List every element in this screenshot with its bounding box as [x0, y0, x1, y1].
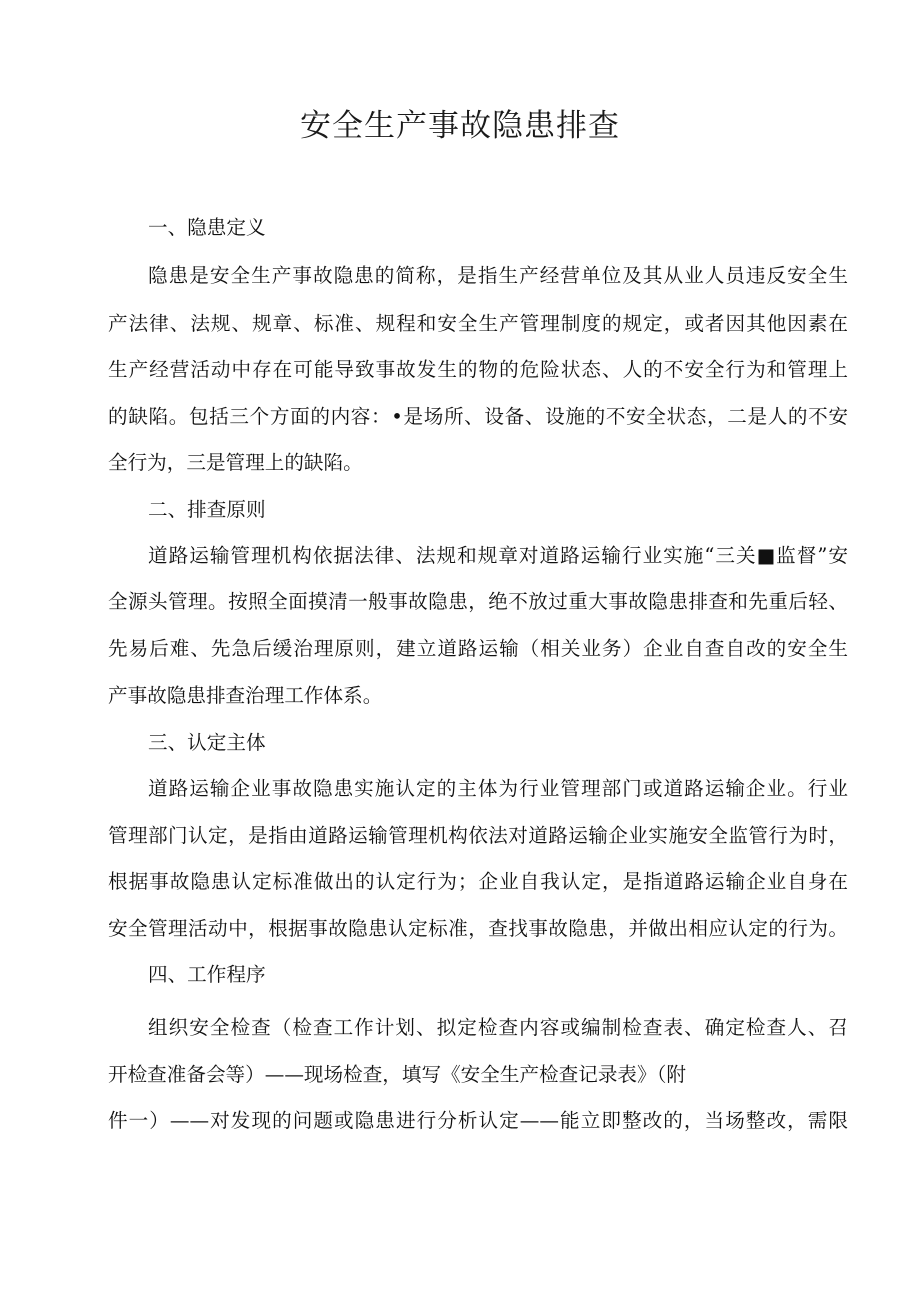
section-heading-2: 二、排查原则 [148, 498, 266, 521]
section-heading-4: 四、工作程序 [148, 963, 266, 986]
paragraph-line: 产法律、法规、规章、标准、规程和安全生产管理制度的规定，或者因其他因素在 [108, 312, 848, 335]
paragraph-line: 产事故隐患排查治理工作体系。 [108, 684, 383, 707]
paragraph-line: 道路运输管理机构依据法律、法规和规章对道路运输行业实施“三关■监督”安 [148, 544, 848, 567]
paragraph-line: 根据事故隐患认定标准做出的认定行为；企业自我认定，是指道路运输企业自身在 [108, 870, 848, 893]
paragraph-line: 安全管理活动中，根据事故隐患认定标准，查找事故隐患，并做出相应认定的行为。 [108, 917, 848, 940]
paragraph-line: 的缺陷。包括三个方面的内容：•是场所、设备、设施的不安全状态，二是人的不安 [108, 405, 848, 428]
section-heading-3: 三、认定主体 [148, 731, 266, 754]
paragraph-line: 组织安全检查（检查工作计划、拟定检查内容或编制检查表、确定检查人、召 [148, 1016, 848, 1039]
paragraph-line: 件一）——对发现的问题或隐患进行分析认定——能立即整改的，当场整改，需限 [108, 1109, 848, 1132]
paragraph-line: 道路运输企业事故隐患实施认定的主体为行业管理部门或道路运输企业。行业 [148, 777, 848, 800]
paragraph-line: 全行为，三是管理上的缺陷。 [108, 451, 363, 474]
paragraph-line: 先易后难、先急后缓治理原则，建立道路运输（相关业务）企业自查自改的安全生 [108, 637, 848, 660]
paragraph-line: 管理部门认定，是指由道路运输管理机构依法对道路运输企业实施安全监管行为时， [108, 824, 848, 847]
section-heading-1: 一、隐患定义 [148, 216, 266, 239]
paragraph-line: 隐患是安全生产事故隐患的简称，是指生产经营单位及其从业人员违反安全生 [148, 264, 848, 287]
document-title: 安全生产事故隐患排查 [300, 108, 620, 144]
paragraph-line: 生产经营活动中存在可能导致事故发生的物的危险状态、人的不安全行为和管理上 [108, 358, 848, 381]
paragraph-line: 开检查准备会等）——现场检查，填写《安全生产检查记录表》（附 [108, 1063, 687, 1086]
paragraph-line: 全源头管理。按照全面摸清一般事故隐患，绝不放过重大事故隐患排查和先重后轻、 [108, 590, 848, 613]
